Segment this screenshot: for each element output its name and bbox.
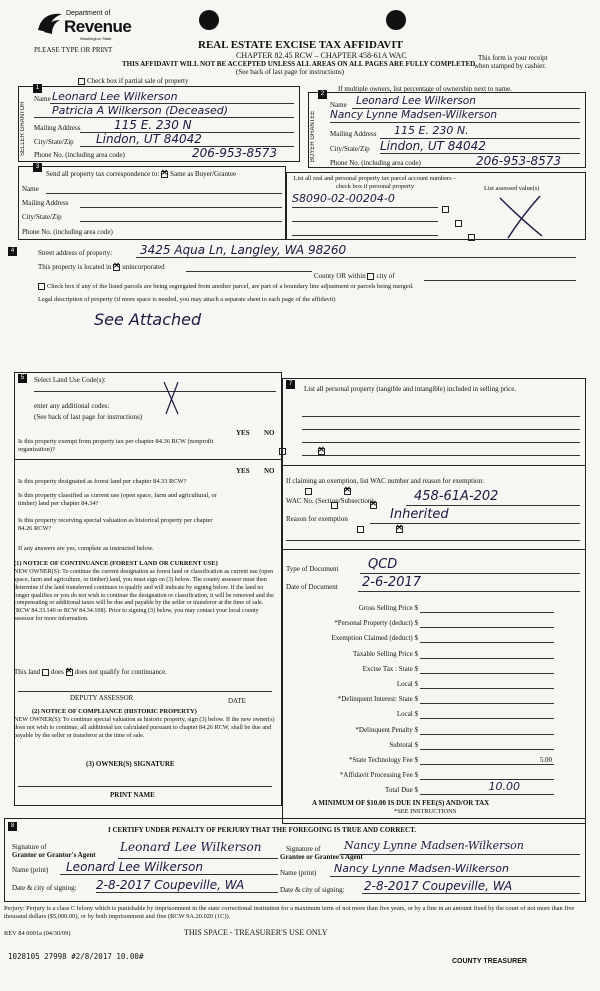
receipt-line2: when stamped by cashier. [474,62,546,70]
section-number-4: 4 [8,247,17,256]
seller-phone[interactable]: 206-953-8573 [192,146,278,160]
wac-label: WAC No. (Section/Subsection) [286,497,374,505]
fee-label: Local $ [396,680,418,688]
print-name-label: PRINT NAME [110,791,155,799]
buyer-name2[interactable]: Nancy Lynne Madsen-Wilkerson [330,109,498,121]
street-label: Street address of property: [38,249,113,257]
grantor-date-label: Date & city of signing: [12,884,77,892]
additional-codes: enter any additional codes: [34,402,110,410]
segregated: Check box if any of the listed parcels are being segregated from another parcel, are part of a boundary line adjustment or parcels being merged. [38,283,414,291]
buyer-side-label: BUYER GRANTEE [310,110,316,162]
deputy-assessor: DEPUTY ASSESSOR [70,694,134,702]
seller-address-label: Mailing Address [34,124,81,132]
punch-hole-right [386,10,406,30]
grantee-print-label: Name (print) [280,869,317,877]
deputy-date: DATE [228,697,246,705]
fee-line [420,734,554,735]
fee-line [420,703,554,704]
buyer-address[interactable]: 115 E. 230 N. [394,124,469,137]
please-type: PLEASE TYPE OR PRINT [34,46,113,54]
fee-label: Exemption Claimed (deduct) $ [331,634,418,643]
seller-city-label: City/State/Zip [34,138,74,146]
doc-date-value[interactable]: 2-6-2017 [362,575,422,590]
grantor-signature[interactable]: Leonard Lee Wilkerson [120,840,262,854]
seller-name1[interactable]: Leonard Lee Wilkerson [52,90,178,103]
fee-line [420,627,554,628]
county-or: County OR within city of [314,272,395,280]
seller-name2[interactable]: Patricia A Wilkerson (Deceased) [52,104,229,117]
correspondence-label: Send all property tax correspondence to: ✕ Same as Buyer/Grantee [46,170,236,179]
fee-label: *State Technology Fee $ [348,756,418,764]
certify-text: I CERTIFY UNDER PENALTY OF PERJURY THAT THE FOREGOING IS TRUE AND CORRECT. [108,826,417,834]
fee-label: Subtotal $ [389,740,418,749]
grantor-sig-label2: Grantor or Grantor's Agent [12,851,96,859]
compliance-title: (2) NOTICE OF COMPLIANCE (HISTORIC PROPERTY) [32,708,197,715]
grantor-print-label: Name (print) [12,866,49,874]
corr-city-label: City/State/Zip [22,213,62,221]
same-as-buyer-checkbox[interactable] [161,171,168,178]
fee-line [420,764,554,765]
q-current: Is this property classified as current use (open space, farm and agricultural, or timber) land per chapter 84.34? [18,492,217,507]
buyer-address-label: Mailing Address [330,130,377,138]
dor-logo [36,8,132,48]
fee-line [420,718,554,719]
owner-signature-label: (3) OWNER(S) SIGNATURE [86,760,175,768]
wac-value[interactable]: 458-61A-202 [414,489,499,504]
seller-name-label: Name [34,95,51,103]
corr-address-label: Mailing Address [22,199,69,207]
dept-line1: Department of [66,10,111,17]
buyer-phone[interactable]: 206-953-8573 [476,154,562,168]
parcel-personal-checkbox-3[interactable] [468,234,475,241]
doc-date-label: Date of Document [286,583,338,591]
assessed-x-mark [492,192,552,242]
fee-label: *Delinquent Penalty $ [355,725,418,734]
doc-type-value[interactable]: QCD [368,557,398,572]
section-number-2: 2 [318,90,327,99]
form-chapter: CHAPTER 82.45 RCW – CHAPTER 458-61A WAC [236,51,407,60]
seller-city[interactable]: Lindon, UT 84042 [96,132,202,146]
dept-line2: Revenue [64,17,132,36]
form-notice: THIS AFFIDAVIT WILL NOT BE ACCEPTED UNLESS ALL AREAS ON ALL PAGES ARE FULLY COMPLETED [122,60,476,68]
grantee-sig-label2: Grantee or Grantee's Agent [280,853,363,861]
reason-label: Reason for exemption [286,515,348,523]
no-header-2: NO [264,467,275,475]
continuance-title: (1) NOTICE OF CONTINUANCE (FOREST LAND OR CURRENT USE) [14,560,218,567]
section-number-8: 8 [8,822,17,831]
parcel-header: List all real and personal property tax parcel account numbers – check box if personal property [293,175,457,190]
doc-type-label: Type of Document [286,565,339,573]
grantor-print-name[interactable]: Leonard Lee Wilkerson [66,860,203,874]
legal-label: Legal description of property (if more space is needed, you may attach a separate sheet to each page of the affidavit) [38,296,336,303]
county-treasurer: COUNTY TREASURER [452,958,527,965]
unincorporated-checkbox[interactable] [113,264,120,271]
buyer-city-label: City/State/Zip [330,145,370,153]
treasurer-space: THIS SPACE - TREASURER'S USE ONLY [184,928,328,937]
if-any-yes: If any answers are yes, complete as instructed below. [18,545,154,552]
fee-line [420,749,554,750]
buyer-name-label: Name [330,101,347,109]
see-instructions: *SEE INSTRUCTIONS [394,808,457,815]
minimum-due: A MINIMUM OF $10.00 IS DUE IN FEE(S) AND/OR TAX [312,799,490,807]
fee-label: Local $ [396,710,418,719]
buyer-city[interactable]: Lindon, UT 84042 [380,139,486,153]
fee-line [420,612,554,613]
segregated-checkbox[interactable] [38,283,45,290]
q-exempt: Is this property exempt from property tax per chapter 84.36 RCW (nonprofit organization)? [18,438,214,453]
land-use-x-mark [162,380,182,416]
fee-line [420,794,554,795]
fee-label: Taxable Selling Price $ [352,649,418,658]
treasurer-stamp: 1028105 27998 #2/8/2017 10.00# [8,952,144,961]
seller-side-label: SELLER GRANTOR [20,101,26,156]
parcel-personal-checkbox-1[interactable] [442,206,449,213]
q-forest: Is this property designated as forest land per chapter 84.33 RCW? [18,478,187,485]
fee-label: Gross Selling Price $ [358,604,418,612]
assessed-header: List assessed value(s) [484,185,540,192]
receipt-line1: This form is your receipt [478,54,548,62]
continuance-choice: This land does ✕ does not qualify for continuance. [14,668,167,677]
multiple-owners-note: If multiple owners, list percentage of ownership next to name. [338,85,512,93]
fee-value[interactable]: 5.00 [539,756,552,764]
grantor-date-city[interactable]: 2-8-2017 Coupeville, WA [96,878,245,892]
parcel-personal-checkbox-2[interactable] [455,220,462,227]
personal-property-label: List all personal property (tangible and intangible) included in selling price. [304,385,517,393]
fee-line [420,658,554,659]
grantee-print-name[interactable]: Nancy Lynne Madsen-Wilkerson [334,862,509,875]
perjury-notice: Perjury: Perjury is a class C felony which is punishable by imprisonment in the state correctional institution for a maximum term of not more than five years, or by a fine in an amount fixed by the court of not more than five thousand dollars ($5,000.00), or by both imprisonment and fine (RCW 9A.20.020 (1C)). [4,905,575,920]
see-back: (See back of last page for instructions) [236,68,345,76]
continuance-text: NEW OWNER(S): To continue the current designation as forest land or classification as current use (open space, farm and agriculture, or timber) land, you must sign on (3) below. The county assessor must then determine if the land transferred continues to qualify and will indicate by signing below. If the land no longer qualifies or you do not wish to continue the designation or classification, it will be removed and the compensating or additional taxes will be due and payable by the seller or transferor at the time of sale. (RCW 84.33.140 or RCW 84.34.108). Prior to signing (3) below, you may contact your local county assessor for more information. [14,569,274,623]
grantee-signature[interactable]: Nancy Lynne Madsen-Wilkerson [344,839,524,852]
legal-value[interactable]: See Attached [94,310,202,329]
fee-line [420,642,554,643]
grantee-date-city[interactable]: 2-8-2017 Coupeville, WA [364,879,513,893]
partial-sale[interactable]: Check box if partial sale of property [78,77,188,86]
section-number-5: 5 [18,374,27,383]
fee-label: *Delinquent Interest: State $ [337,695,418,704]
dor-logo-icon [36,10,66,36]
parcel-number[interactable]: S8090-02-00204-0 [292,192,395,205]
exemption-claim-label: If claiming an exemption, list WAC number and reason for exemption: [286,477,484,485]
yes-header-2: YES [236,467,250,475]
fee-label: *Affidavit Processing Fee $ [339,771,418,780]
fee-line [420,779,554,780]
section-number-7: 7 [286,380,295,389]
yes-header-1: YES [236,429,250,437]
buyer-phone-label: Phone No. (including area code) [330,159,421,167]
fee-label: Excise Tax : State $ [362,664,418,673]
q-historic: Is this property receiving special valuation as historical property per chapter 84.26 RCW? [18,517,213,532]
located-in: This property is located in ✕ unincorporated [38,263,165,272]
land-use-label: Select Land Use Code(s): [34,376,106,384]
dept-line3: Washington State [80,36,112,41]
grantee-date-label: Date & city of signing: [280,886,345,894]
grantee-sig-label1: Signature of [286,845,321,853]
no-header-1: NO [264,429,275,437]
does-not-checkbox[interactable] [66,669,73,676]
form-title: REAL ESTATE EXCISE TAX AFFIDAVIT [198,39,403,51]
partial-sale-checkbox[interactable] [78,78,85,85]
corr-name-label: Name [22,185,39,193]
punch-hole-left [199,10,219,30]
reason-value[interactable]: Inherited [390,507,449,522]
city-checkbox[interactable] [367,273,374,280]
street-value[interactable]: 3425 Aqua Ln, Langley, WA 98260 [140,243,347,257]
land-use-see-back: (See back of last page for instructions) [34,413,143,421]
buyer-name1[interactable]: Leonard Lee Wilkerson [356,95,476,107]
section-number-1: 1 [33,84,42,93]
seller-phone-label: Phone No. (including area code) [34,151,125,159]
does-checkbox[interactable] [42,669,49,676]
form-revision: REV 84 0001a (04/30/09) [4,930,71,937]
section-number-3: 3 [33,163,42,172]
compliance-text: NEW OWNER(S): To continue special valuation as historic property, sign (3) below. If the new owner(s) does not wish to continue, all additional tax calculated pursuant to chapter 84.26 RCW, shall be due and payable by the seller or transferor at the time of sale. [14,716,275,739]
fee-label: *Personal Property (deduct) $ [334,619,418,628]
fee-value[interactable]: 10.00 [488,780,520,794]
fee-line [420,688,554,689]
grantor-sig-label1: Signature of [12,843,47,851]
fee-line [420,673,554,674]
seller-address[interactable]: 115 E. 230 N [114,118,192,132]
fee-label: Total Due $ [385,786,418,795]
corr-phone-label: Phone No. (including area code) [22,228,113,236]
